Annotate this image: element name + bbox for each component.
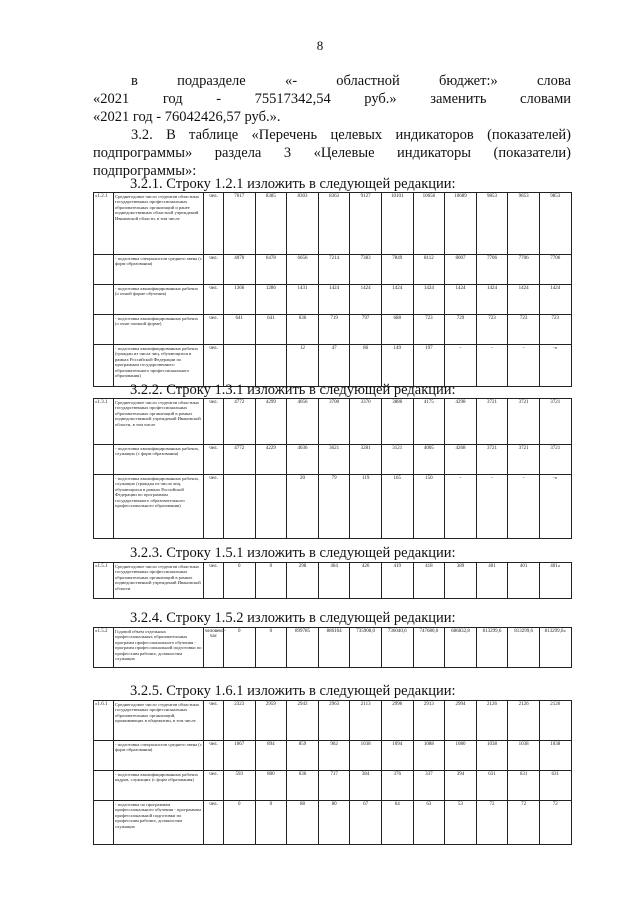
section-heading-4: 3.2.4. Строку 1.5.2 изложить в следующей редакции:: [130, 610, 456, 626]
row-name: - подготовка квалифицированных рабочих (о очной форме обучения): [114, 285, 204, 315]
row-value: 2126: [508, 701, 540, 741]
row-value: 3721: [508, 445, 540, 475]
row-name: Среднегодовое число студентов областных государственных профессиональных образовательных организаций, проживающих в общежитии, в том числе: [114, 701, 204, 741]
row-value: 7383: [350, 255, 382, 285]
row-value: -: [476, 475, 508, 539]
row-value: -: [445, 345, 477, 387]
row-value: 394: [445, 771, 477, 801]
intro-line-1-text: в подразделе «- областной бюджет:» слова: [131, 73, 571, 89]
row-value: 1424: [350, 285, 382, 315]
row-value: 119: [350, 475, 382, 539]
row-value: 8385: [255, 193, 287, 255]
row-value: 1038: [476, 741, 508, 771]
row-value: 4772: [224, 399, 256, 445]
table-body: [94, 701, 572, 845]
table-row: [94, 445, 572, 475]
table-body: [94, 399, 572, 539]
row-value: 80: [318, 801, 350, 845]
row-value: 723: [413, 315, 445, 345]
row-value: 3721: [476, 399, 508, 445]
row-code: [94, 741, 114, 771]
row-name: - подготовка квалифицированных рабочих (о очно-заочной форме): [114, 315, 204, 345]
row-unit: чел.: [204, 315, 224, 345]
row-value: 20: [287, 475, 319, 539]
row-value: 813299,6: [476, 628, 508, 668]
indicator-table-4: [93, 627, 572, 668]
table-row: [94, 193, 572, 255]
row-value: 3121: [381, 445, 413, 475]
row-value: 717: [318, 771, 350, 801]
row-value: 719: [318, 315, 350, 345]
row-value: 4005: [413, 445, 445, 475]
row-value: 389: [445, 563, 477, 599]
table-row: [94, 315, 572, 345]
row-unit: чел.: [204, 801, 224, 845]
row-value: 1424: [413, 285, 445, 315]
row-unit: чел.: [204, 771, 224, 801]
row-name: - подготовка по программам профессионального обучения - программам профессиональной подготовки по профессиям рабочих, должностям служащих: [114, 801, 204, 845]
row-value: 747680,0: [413, 628, 445, 668]
row-value: 4298: [445, 399, 477, 445]
row-unit: человеко-час: [204, 628, 224, 668]
row-value: 9853: [476, 193, 508, 255]
row-value: 150: [413, 475, 445, 539]
row-value: 3721: [539, 399, 571, 445]
row-value: 7849: [381, 255, 413, 285]
row-name: Годовой объем отдельных профессиональных образовательных программ профессионального обучения - программ профессиональной подготовки по профессиям рабочих, должностям служащих: [114, 628, 204, 668]
row-value: 4229: [255, 445, 287, 475]
row-value: 735908,0: [350, 628, 382, 668]
table-row: [94, 701, 572, 741]
table-row: [94, 285, 572, 315]
row-value: 3621: [318, 445, 350, 475]
section-heading-2: 3.2.2. Строку 1.3.1 изложить в следующей редакции:: [130, 382, 456, 398]
row-value: 1424: [539, 285, 571, 315]
row-value: 10689: [445, 193, 477, 255]
row-code: [94, 475, 114, 539]
row-value: 1038: [539, 741, 571, 771]
row-value: 631: [476, 771, 508, 801]
indicator-table-5: [93, 700, 572, 845]
row-value: 2113: [350, 701, 382, 741]
table-row: [94, 741, 572, 771]
row-value: 88: [287, 801, 319, 845]
row-value: 4070: [224, 255, 256, 285]
row-value: 4268: [445, 445, 477, 475]
row-value: 7214: [318, 255, 350, 285]
table-row: [94, 475, 572, 539]
row-value: -: [508, 475, 540, 539]
row-unit: чел.: [204, 475, 224, 539]
table-row: [94, 628, 572, 668]
row-unit: чел.: [204, 285, 224, 315]
row-value: 2323: [224, 701, 256, 741]
row-value: 7706: [539, 255, 571, 285]
row-value: 63: [413, 801, 445, 845]
row-value: 149: [381, 345, 413, 387]
row-value: 9853: [539, 193, 571, 255]
row-value: 401: [476, 563, 508, 599]
row-value: 7706: [476, 255, 508, 285]
table-row: [94, 771, 572, 801]
row-value: 631: [539, 771, 571, 801]
row-value: 6656: [287, 255, 319, 285]
row-value: 688: [381, 315, 413, 345]
row-value: 729: [445, 315, 477, 345]
row-value: 8112: [413, 255, 445, 285]
row-value: 197: [413, 345, 445, 387]
row-value: 1424: [476, 285, 508, 315]
row-value: 1088: [413, 741, 445, 771]
row-code: [94, 801, 114, 845]
table-row: [94, 563, 572, 599]
row-value: 47: [318, 345, 350, 387]
row-code: [94, 771, 114, 801]
row-value: 9853: [508, 193, 540, 255]
row-value: 0: [224, 563, 256, 599]
row-value: 0: [255, 801, 287, 845]
row-unit: чел.: [204, 255, 224, 285]
row-value: 337: [413, 771, 445, 801]
row-value: -»: [539, 475, 571, 539]
row-value: 2963: [318, 701, 350, 741]
indicator-table-2: [93, 398, 572, 539]
row-name: Среднегодовое число студентов областных государственных профессиональных образовательных организаций и ранее подведомственных областной учреждений Ивановской области, в том числе: [114, 193, 204, 255]
row-value: 1424: [445, 285, 477, 315]
intro-line-6: подпрограммы»:: [93, 163, 197, 179]
table-body: [94, 628, 572, 668]
table-row: [94, 255, 572, 285]
row-value: 1094: [381, 741, 413, 771]
row-code: «1.5.1: [94, 563, 114, 599]
row-value: 899785: [287, 628, 319, 668]
intro-line-4: [93, 126, 571, 144]
row-name: Среднегодовое число студентов областных государственных профессиональных образовательных организаций в рамках подведомственной учреждений Ивановской области, в том числе: [114, 399, 204, 445]
row-value: 813299,6»: [539, 628, 571, 668]
row-code: «1.3.1: [94, 399, 114, 445]
row-value: [255, 345, 287, 387]
row-value: 67: [350, 801, 382, 845]
row-code: [94, 315, 114, 345]
row-value: 3281: [350, 445, 382, 475]
row-name: Среднегодовое число студентов областных государственных профессиональных образовательных организаций в рамках подведомственной учреждений Ивановской области: [114, 563, 204, 599]
row-value: 72: [476, 801, 508, 845]
row-value: 1424: [508, 285, 540, 315]
indicator-table-3: [93, 562, 572, 599]
row-value: 4056: [287, 399, 319, 445]
table-row: [94, 399, 572, 445]
row-unit: чел.: [204, 701, 224, 741]
row-code: [94, 345, 114, 387]
page-number: 8: [316, 38, 324, 53]
row-code: [94, 445, 114, 475]
row-value: 1038: [350, 741, 382, 771]
row-value: 686832,8: [445, 628, 477, 668]
row-value: 3700: [318, 399, 350, 445]
row-value: 7617: [224, 193, 256, 255]
row-value: 1286: [255, 285, 287, 315]
row-value: 886164: [318, 628, 350, 668]
row-value: 1431: [287, 285, 319, 315]
row-code: «1.5.2: [94, 628, 114, 668]
row-value: 8363: [318, 193, 350, 255]
row-value: 593: [224, 771, 256, 801]
section-heading-1: 3.2.1. Строку 1.2.1 изложить в следующей редакции:: [130, 176, 456, 192]
intro-line-4-text: 3.2. В таблице «Перечень целевых индикаторов (показателей): [131, 127, 571, 143]
row-value: 298: [287, 563, 319, 599]
row-value: 8007: [445, 255, 477, 285]
table-row: [94, 345, 572, 387]
row-value: 962: [318, 741, 350, 771]
row-code: [94, 285, 114, 315]
row-value: 723: [539, 315, 571, 345]
row-value: 2126: [476, 701, 508, 741]
row-value: -: [476, 345, 508, 387]
row-value: 401»: [539, 563, 571, 599]
row-unit: чел.: [204, 193, 224, 255]
row-value: 1424: [318, 285, 350, 315]
row-value: -: [445, 475, 477, 539]
row-value: 9127: [350, 193, 382, 255]
row-value: 86: [350, 345, 382, 387]
row-value: 797: [350, 315, 382, 345]
row-value: 7706: [508, 255, 540, 285]
row-name: - подготовка специалистов среднего звена (с форм образования): [114, 741, 204, 771]
row-value: 8303: [287, 193, 319, 255]
row-value: 1424: [381, 285, 413, 315]
row-code: [94, 255, 114, 285]
row-name: - подготовка квалифицированных рабочих, служащих (граждан из числа лиц, обучающихся в рамках Российской Федерации по программам государственного образовательного профессионального образования): [114, 475, 204, 539]
row-value: 736040,6: [381, 628, 413, 668]
row-value: 3886: [381, 399, 413, 445]
row-value: 3721: [476, 445, 508, 475]
row-code: «1.2.1: [94, 193, 114, 255]
row-value: 4036: [287, 445, 319, 475]
row-value: 79: [318, 475, 350, 539]
row-value: 2996: [381, 701, 413, 741]
intro-line-1: [93, 72, 571, 90]
row-value: 419: [381, 563, 413, 599]
row-value: 0: [224, 801, 256, 845]
row-value: 72: [508, 801, 540, 845]
row-value: 3370: [350, 399, 382, 445]
row-value: 376: [381, 771, 413, 801]
section-heading-5: 3.2.5. Строку 1.6.1 изложить в следующей редакции:: [130, 683, 456, 699]
row-value: 631: [508, 771, 540, 801]
row-value: 2126: [539, 701, 571, 741]
row-value: 1038: [508, 741, 540, 771]
row-value: 2913: [413, 701, 445, 741]
row-unit: чел.: [204, 345, 224, 387]
row-name: - подготовка специалистов среднего звена (с форм образования): [114, 255, 204, 285]
row-value: 4772: [224, 445, 256, 475]
row-value: 426: [350, 563, 382, 599]
row-value: -: [508, 345, 540, 387]
row-value: [255, 475, 287, 539]
row-value: 800: [255, 771, 287, 801]
row-value: -»: [539, 345, 571, 387]
row-value: 165: [381, 475, 413, 539]
row-value: 10656: [413, 193, 445, 255]
row-value: 53: [445, 801, 477, 845]
row-value: 2959: [255, 701, 287, 741]
table-body: [94, 193, 572, 387]
row-name: - подготовка квалифицированных рабочих (граждан из числа лиц, обучающихся в рамках Российской Федерации по программам государственного образовательного профессионального образования): [114, 345, 204, 387]
row-value: 859: [287, 741, 319, 771]
row-name: - подготовка квалифицированных рабочих, служащих (с форм образования): [114, 445, 204, 475]
row-unit: чел.: [204, 399, 224, 445]
row-value: 1366: [224, 285, 256, 315]
row-unit: чел.: [204, 445, 224, 475]
row-value: 894: [255, 741, 287, 771]
row-unit: чел.: [204, 563, 224, 599]
row-value: 401: [508, 563, 540, 599]
section-heading-3: 3.2.3. Строку 1.5.1 изложить в следующей редакции:: [130, 545, 456, 561]
row-value: [224, 345, 256, 387]
row-value: 72: [539, 801, 571, 845]
row-value: 64: [381, 801, 413, 845]
row-value: 4299: [255, 399, 287, 445]
row-value: 3721: [508, 399, 540, 445]
row-value: 0: [224, 628, 256, 668]
row-value: 4175: [413, 399, 445, 445]
row-unit: чел.: [204, 741, 224, 771]
row-value: 6478: [255, 255, 287, 285]
row-value: 3721: [539, 445, 571, 475]
row-value: 0: [255, 563, 287, 599]
row-value: 636: [287, 315, 319, 345]
row-value: [224, 475, 256, 539]
row-name: - подготовка квалифицированных рабочих кадров, служащих (с форм образования): [114, 771, 204, 801]
row-value: 641: [224, 315, 256, 345]
indicator-table-1: [93, 192, 572, 387]
row-value: 813299,6: [508, 628, 540, 668]
row-code: «1.6.1: [94, 701, 114, 741]
row-value: 0: [255, 628, 287, 668]
table-body: [94, 563, 572, 599]
row-value: 418: [413, 563, 445, 599]
table-row: [94, 801, 572, 845]
row-value: 384: [350, 771, 382, 801]
row-value: 1067: [224, 741, 256, 771]
row-value: 641: [255, 315, 287, 345]
row-value: 404: [318, 563, 350, 599]
intro-line-2: «2021 год - 75517342,54 руб.» заменить словами: [93, 91, 571, 107]
row-value: 10101: [381, 193, 413, 255]
row-value: 12: [287, 345, 319, 387]
row-value: 2943: [287, 701, 319, 741]
intro-line-3: «2021 год - 76042426,57 руб.».: [93, 109, 281, 125]
row-value: 723: [476, 315, 508, 345]
intro-line-5: подпрограммы» раздела 3 «Целевые индикаторы (показатели): [93, 145, 571, 161]
row-value: 636: [287, 771, 319, 801]
row-value: 723: [508, 315, 540, 345]
row-value: 2994: [445, 701, 477, 741]
row-value: 1080: [445, 741, 477, 771]
